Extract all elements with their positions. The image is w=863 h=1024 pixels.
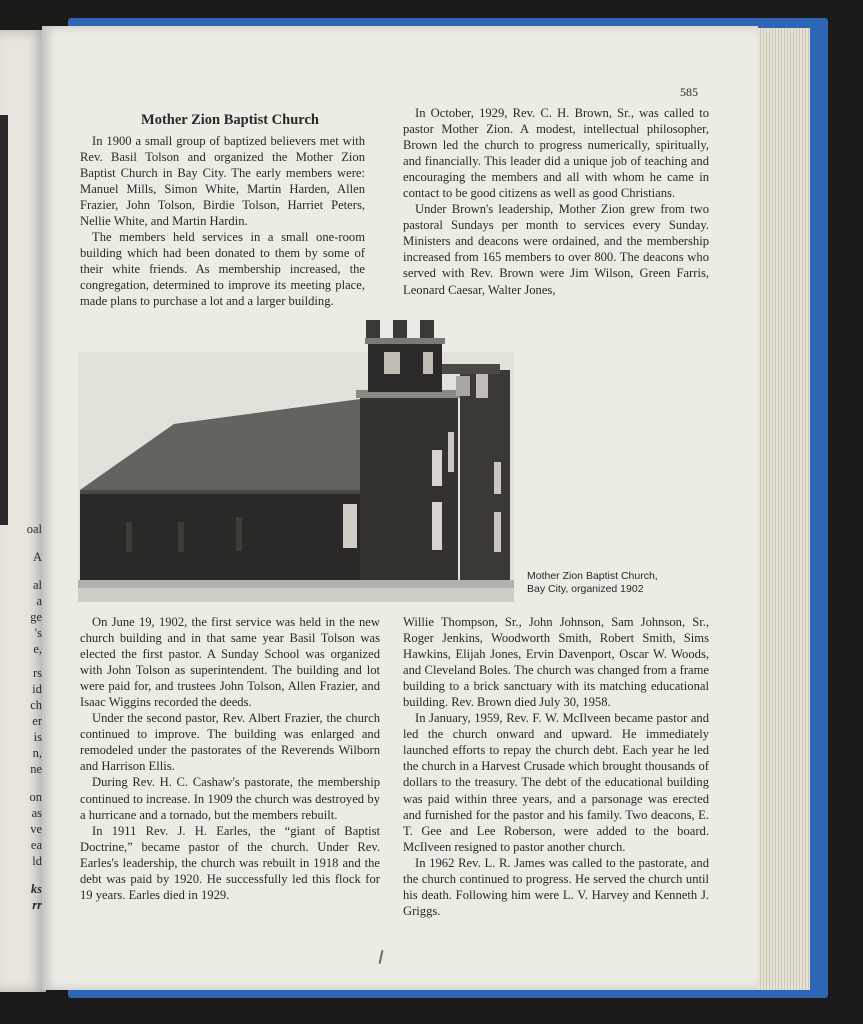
caption-line: Bay City, organized 1902 — [527, 583, 644, 595]
prev-fragment: ks — [30, 882, 42, 896]
paragraph: In 1911 Rev. J. H. Earles, the “giant of Baptist Doctrine,” became pastor of the church. Under Rev. Earles's leadership, the church was rebuilt in 1918 and the debt was paid by 1920. He successfully led this flock for 19 years. Earles died in 1929. — [80, 823, 380, 902]
prev-fragment: er — [32, 714, 42, 728]
column-bottom-right — [403, 614, 709, 919]
page-title: Mother Zion Baptist Church — [141, 112, 319, 128]
prev-fragment: ve — [30, 822, 42, 836]
paragraph: The members held services in a small one-room building which had been donated to them by some of their white friends. As membership increased, the congregation, determined to improve its meeting place, made plans to purchase a lot and a larger building. — [80, 230, 365, 309]
prev-fragment: rr — [32, 898, 42, 912]
page-number: 585 — [680, 85, 698, 99]
prev-fragment: 's — [34, 626, 42, 640]
page-edges — [755, 28, 810, 990]
prev-fragment: rs — [32, 666, 42, 680]
caption-line: Mother Zion Baptist Church, — [527, 570, 658, 582]
prev-fragment: ch — [30, 698, 42, 712]
prev-fragment: oal — [26, 522, 42, 536]
prev-fragment: al — [32, 578, 42, 592]
paragraph: Under the second pastor, Rev. Albert Frazier, the church continued to improve. The building was enlarged and remodeled under the pastorates of the Reverends Wilborn and Harrison Ellis. — [80, 711, 380, 774]
column-top-left — [80, 133, 365, 310]
prev-fragment: id — [32, 682, 42, 696]
prev-fragment: is — [33, 730, 42, 744]
prev-fragment: a — [36, 594, 42, 608]
prev-fragment: n, — [32, 746, 42, 760]
prev-fragment: on — [29, 790, 42, 804]
paragraph: Willie Thompson, Sr., John Johnson, Sam Johnson, Sr., Roger Jenkins, Woodworth Smith, Robert Smith, Sims Hawkins, Elijah Jones, Ervin Davenport, Oscar W. Woods, and Cleveland Boles. The church was changed from a frame building to a brick sanctuary with its matching educational building. Rev. Brown died July 30, 1958. — [403, 615, 709, 710]
previous-page — [0, 30, 46, 992]
photo-caption — [527, 570, 658, 596]
prev-fragment: as — [31, 806, 42, 820]
prev-fragment: ld — [32, 854, 42, 868]
paragraph: Under Brown's leadership, Mother Zion grew from two pastoral Sundays per month to services every Sunday. Ministers and deacons were ordained, and the membership increased from 165 members to over 800. The deacons who served with Rev. Brown were Jim Wilson, Green Farris, Leonard Caesar, Walter Jones, — [403, 202, 709, 297]
paragraph: In 1900 a small group of baptized believers met with Rev. Basil Tolson and organized the Mother Zion Baptist Church in Bay City. The early members were: Manuel Mills, Simon White, Martin Harden, Allen Frazier, John Tolson, Birdie Tolson, Harriet Peters, Nellie White, and Martin Hardin. — [80, 134, 365, 229]
prev-fragment: ge — [30, 610, 42, 624]
paragraph: During Rev. H. C. Cashaw's pastorate, the membership continued to increase. In 1909 the church was destroyed by a hurricane and a tornado, but the members rebuilt. — [80, 775, 380, 822]
previous-page-photo — [0, 115, 8, 525]
column-bottom-left — [80, 614, 380, 903]
prev-fragment: ea — [30, 838, 42, 852]
prev-fragment: e, — [33, 642, 42, 656]
prev-fragment: ne — [30, 762, 42, 776]
paragraph: In 1962 Rev. L. R. James was called to the pastorate, and the church continued to progress. He served the church until his death. Following him were L. V. Harvey and Kenneth J. Griggs. — [403, 855, 709, 918]
prev-fragment: A — [32, 550, 42, 564]
church-photo — [78, 312, 514, 602]
column-top-right — [403, 105, 709, 298]
paragraph: On June 19, 1902, the first service was held in the new church building and in that same year Basil Tolson was elected the first pastor. A Sunday School was organized with John Tolson as superintendent. The building and lot were paid for, and trustees John Tolson, Allen Frazier, and Isaac Wiggins recorded the deeds. — [80, 615, 380, 710]
paragraph: In October, 1929, Rev. C. H. Brown, Sr., was called to pastor Mother Zion. A modest, intellectual philosopher, Brown led the church to progress numerically, spiritually, and financially. This leader did a unique job of teaching and encouraging the members and all with whom he came in contact to be good citizens as well as good Christians. — [403, 106, 709, 201]
paragraph: In January, 1959, Rev. F. W. McIlveen became pastor and led the church onward and upward. He immediately launched efforts to repay the church debt. Each year he led the church in a Harvest Crusade which brought thousands of dollars to the treasury. The debt of the educational building was paid within three years, and a parsonage was erected and furnished for the pastor and his family. Two deacons, E. T. Gee and Lee Roberson, were added to the board. McIlveen resigned to pastor another church. — [403, 711, 709, 854]
